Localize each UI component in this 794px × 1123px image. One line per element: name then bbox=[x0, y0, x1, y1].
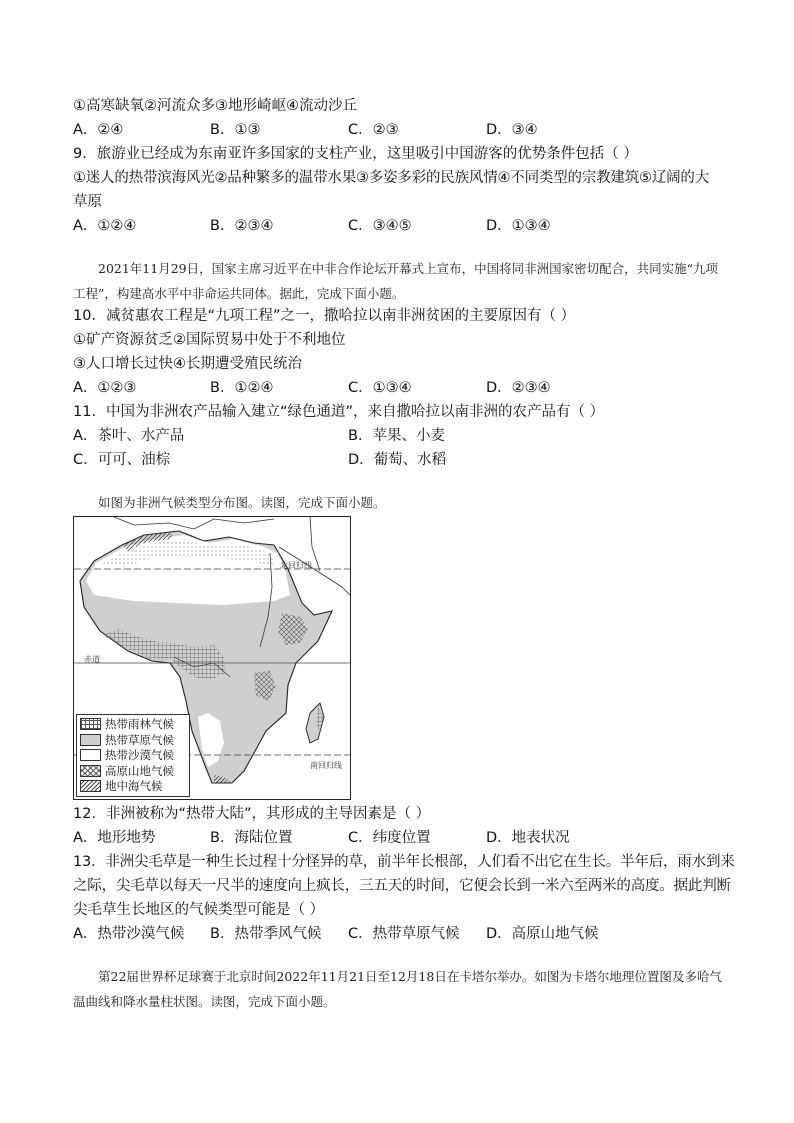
q8-option-a: A．②④ bbox=[73, 122, 124, 138]
q8-option-c: C．②③ bbox=[348, 122, 399, 138]
legend-item bbox=[80, 763, 186, 779]
q11-option-c: C．可可、油棕 bbox=[73, 452, 171, 468]
q10-stem: 10．减贫惠农工程是“九项工程”之一，撒哈拉以南非洲贫困的主要原因有（ ） bbox=[73, 308, 576, 324]
q10-option-a: A．①②③ bbox=[73, 380, 137, 396]
legend-label: 地中海气候 bbox=[105, 779, 163, 794]
legend-item bbox=[80, 717, 186, 733]
q9-stem: 9．旅游业已经成为东南亚许多国家的支柱产业，这里吸引中国游客的优势条件包括（ ） bbox=[73, 146, 638, 162]
q11-stem: 11．中国为非洲农产品输入建立“绿色通道”，来自撒哈拉以南非洲的农产品有（ ） bbox=[73, 404, 605, 420]
legend-label: 热带雨林气候 bbox=[105, 717, 174, 732]
q13-stem-line2: 之际，尖毛草以每天一尺半的速度向上疯长，三五天的时间，它便会长到一米六至两米的高度。据此判断 bbox=[73, 878, 731, 894]
equator-label: 赤道 bbox=[84, 655, 100, 664]
legend-item bbox=[80, 732, 186, 748]
q12-stem: 12．非洲被称为“热带大陆”，其形成的主导因素是（ ） bbox=[73, 806, 431, 822]
q11-option-d: D．葡萄、水稻 bbox=[348, 452, 447, 468]
savanna-swatch bbox=[80, 734, 101, 746]
q13-option-b: B．热带季风气候 bbox=[210, 926, 322, 942]
q8-option-b: B．①③ bbox=[210, 122, 261, 138]
mediterranean-swatch bbox=[80, 780, 101, 792]
highland-swatch bbox=[80, 765, 101, 777]
q12-option-a: A．地形地势 bbox=[73, 830, 156, 846]
q12-option-b: B．海陆位置 bbox=[210, 830, 293, 846]
africa-climate-map bbox=[73, 516, 351, 800]
q9-option-b: B．②③④ bbox=[210, 218, 274, 234]
europe-coast bbox=[114, 517, 274, 529]
q13-stem-line1: 13．非洲尖毛草是一种生长过程十分怪异的草，前半年长根部，人们看不出它在生长。半年后，雨水到来 bbox=[73, 854, 735, 870]
q9-option-d: D．①③④ bbox=[486, 218, 551, 234]
legend-item bbox=[80, 748, 186, 764]
q13-option-d: D．高原山地气候 bbox=[486, 926, 599, 942]
q13-stem-line3: 尖毛草生长地区的气候类型可能是（ ） bbox=[73, 902, 325, 918]
passage-world-cup: 第22届世界杯足球赛于北京时间2022年11月21日至12月18日在卡塔尔举办。如图为卡塔尔地理位置图及多哈气温曲线和降水量柱状图。读图，完成下面小题。 bbox=[73, 969, 722, 1009]
passage-china-africa: 2021年11月29日，国家主席习近平在中非合作论坛开幕式上宣布，中国将同非洲国家密切配合，共同实施“九项工程”，构建高水平中非命运共同体。据此，完成下面小题。 bbox=[73, 261, 719, 301]
q10-option-c: C．①③④ bbox=[348, 380, 412, 396]
legend-label: 热带草原气候 bbox=[105, 732, 174, 747]
q8-items: ①高寒缺氧②河流众多③地形崎岖④流动沙丘 bbox=[73, 98, 357, 114]
rainforest-swatch bbox=[80, 718, 101, 730]
q12-option-d: D．地表状况 bbox=[486, 830, 570, 846]
map-legend bbox=[76, 714, 190, 798]
legend-label: 高原山地气候 bbox=[105, 763, 174, 778]
q11-option-a: A．茶叶、水产品 bbox=[73, 428, 185, 444]
q9-items-line2: 草原 bbox=[73, 194, 102, 210]
legend-label: 热带沙漠气候 bbox=[105, 748, 174, 763]
q13-option-a: A．热带沙漠气候 bbox=[73, 926, 185, 942]
q9-option-c: C．③④⑤ bbox=[348, 218, 412, 234]
tropic-of-cancer-label: 北回归线 bbox=[280, 561, 312, 570]
q10-items-line1: ①矿产资源贫乏②国际贸易中处于不利地位 bbox=[73, 332, 346, 348]
tropic-of-capricorn-label: 南回归线 bbox=[310, 761, 342, 770]
q10-option-b: B．①②④ bbox=[210, 380, 274, 396]
q11-option-b: B．苹果、小麦 bbox=[348, 428, 445, 444]
q8-option-d: D．③④ bbox=[486, 122, 538, 138]
q9-items-line1: ①迷人的热带滨海风光②品种繁多的温带水果③多姿多彩的民族风情④不同类型的宗教建筑⑤辽阔的大 bbox=[73, 170, 709, 186]
legend-item bbox=[80, 779, 186, 795]
desert-swatch bbox=[80, 749, 101, 761]
q9-option-a: A．①②④ bbox=[73, 218, 137, 234]
q13-option-c: C．热带草原气候 bbox=[348, 926, 460, 942]
q12-option-c: C．纬度位置 bbox=[348, 830, 431, 846]
q10-option-d: D．②③④ bbox=[486, 380, 551, 396]
q10-items-line2: ③人口增长过快④长期遭受殖民统治 bbox=[73, 356, 302, 372]
passage-map-intro: 如图为非洲气候类型分布图。读图，完成下面小题。 bbox=[98, 495, 386, 510]
